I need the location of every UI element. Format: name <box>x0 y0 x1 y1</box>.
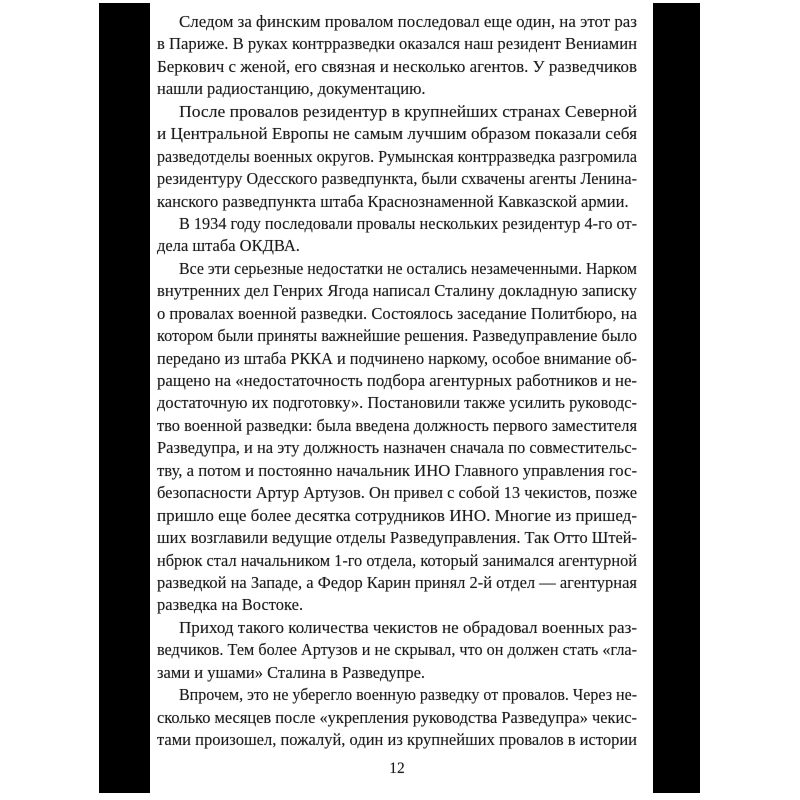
text-line: сколько месяцев после «укрепления руководства Разведупра» чекис- <box>157 707 638 727</box>
text-line: Следом за финским провалом последовал еще один, на этот раз <box>179 12 637 31</box>
text-line: тами произошел, пожалуй, один из крупнейших провалов в истории <box>157 730 637 749</box>
text-line: Впрочем, это не уберегло военную разведку от провалов. Через не- <box>179 685 638 705</box>
text-line: ших возглавили ведущие отделы Разведуправления. Так Отто Штей- <box>157 528 638 548</box>
text-line: тву, а потом и постоянно начальник ИНО Главного управления гос- <box>157 460 638 480</box>
text-line: и Центральной Европы не самым лучшим образом показали себя <box>157 124 638 144</box>
text-line: нашли радиостанцию, документацию. <box>157 79 426 99</box>
page-number: 12 <box>389 760 405 777</box>
left-binding-strip <box>99 3 150 793</box>
text-line: В 1934 году последовали провалы нескольких резидентур 4-го от- <box>179 213 637 233</box>
text-line: Беркович с женой, его связная и несколько агентов. У разведчиков <box>157 56 637 76</box>
text-line: зами и ушами» Сталина в Разведупре. <box>157 662 426 682</box>
text-line: После провалов резидентур в крупнейших странах Северной <box>179 101 638 121</box>
text-line: котором были приняты важнейшие решения. Разведуправление было <box>157 326 638 346</box>
page-text <box>157 11 637 751</box>
text-line: достаточную их подготовку». Постановили также усилить руководс- <box>157 393 638 413</box>
right-edge-strip <box>653 3 700 793</box>
text-line: разведотделы военных округов. Румынская контрразведка разгромила <box>157 146 637 166</box>
text-line: нбрюк стал начальником 1-го отдела, который занимался агентурной <box>157 550 637 570</box>
text-line: о провалах военной разведки. Состоялось заседание Политбюро, на <box>157 303 638 323</box>
text-line: дела штаба ОКДВА. <box>157 236 300 256</box>
text-line: внутренних дел Генрих Ягода написал Сталину докладную записку <box>157 281 638 301</box>
text-line: Приход такого количества чекистов не обрадовал военных раз- <box>179 617 638 637</box>
text-line: пришло еще более десятка сотрудников ИНО. Многие из пришед- <box>157 505 638 525</box>
text-line: ведчиков. Тем более Артузов и не скрывал, что он должен стать «гла- <box>157 640 638 660</box>
text-line: Все эти серьезные недостатки не остались незамеченными. Нарком <box>179 258 637 278</box>
text-line: ращено на «недостаточность подбора агентурных работников и не- <box>157 371 638 390</box>
text-line: передано из штаба РККА и подчинено наркому, особое внимание об- <box>157 348 637 368</box>
text-line: канского разведпункта штаба Краснознаменной Кавказской армии. <box>157 191 629 211</box>
text-line: тво военной разведки: была введена должность первого заместителя <box>157 415 638 435</box>
text-line: разведкой на Западе, а Федор Карин принял 2-й отдел — агентурная <box>157 572 638 592</box>
text-line: Разведупра, и на эту должность назначен сначала по совместительс- <box>157 438 638 458</box>
text-line: безопасности Артур Артузов. Он привел с собой 13 чекистов, позже <box>157 483 638 503</box>
text-line: в Париже. В руках контрразведки оказался наш резидент Вениамин <box>157 34 638 54</box>
text-line: резидентуру Одесского разведпункта, были схвачены агенты Ленина- <box>157 169 637 189</box>
text-line: разведка на Востоке. <box>157 595 304 615</box>
